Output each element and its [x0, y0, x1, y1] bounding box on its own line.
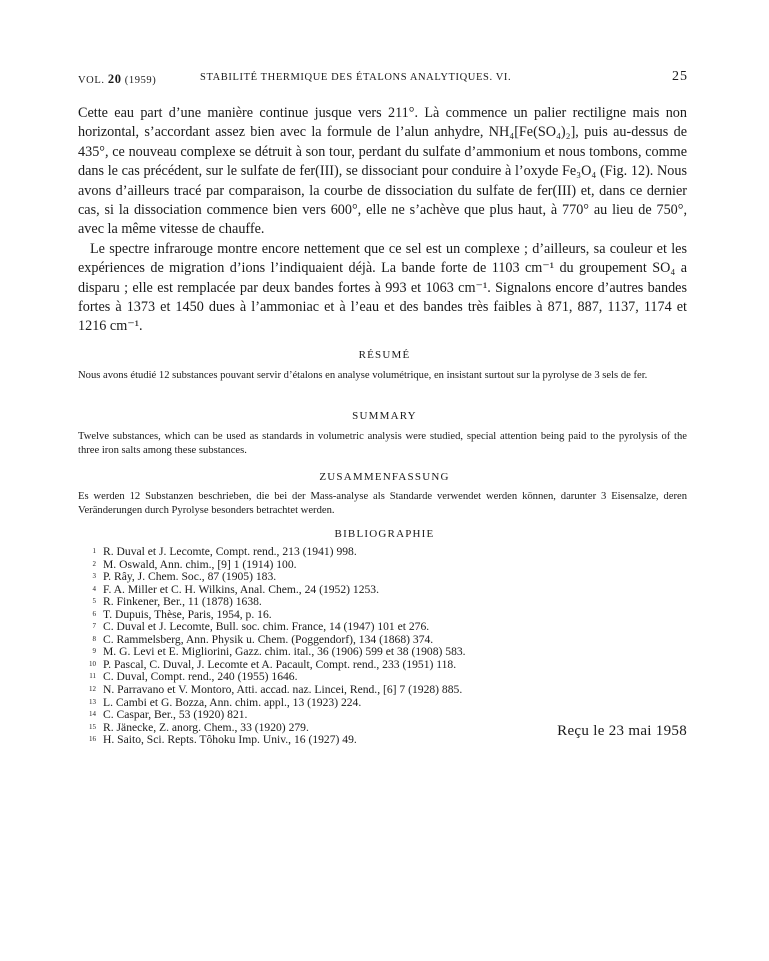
- resume-heading: RÉSUMÉ: [358, 349, 411, 361]
- paragraph-1: Cette eau part d’une manière continue jusque vers 211°. Là commence un palier rectiligne mais non horizontal, s’accordant assez bien avec la formule de l’alun anhydre, NH₄[Fe(SO₄)₂], puis au-dessus de 435°, ce nouveau complexe se détruit à son tour, perdant du sulfate d’ammonium et nous tombons, comme dans le cas précédent, sur le sulfate de fer(III), se dissociant pour conduire à l’oxyde Fe₃O₄ (Fig. 12). Nous avons d’ailleurs tracé par comparaison, la courbe de dissociation du sulfate de fer(III) et, dans ce dernier cas, si la dissociation commence bien vers 600°, elle ne s’achève que plus haut, à 770° au lieu de 750°, avec la même vitesse de chauffe.: [78, 105, 687, 238]
- reference-text: R. Jänecke, Z. anorg. Chem., 33 (1920) 279.: [103, 720, 309, 734]
- reference-text: P. Pascal, C. Duval, J. Lecomte et A. Pacault, Compt. rend., 233 (1951) 118.: [103, 657, 457, 671]
- reference-text: C. Duval et J. Lecomte, Bull. soc. chim. France, 14 (1947) 101 et 276.: [103, 620, 430, 634]
- reference-text: C. Rammelsberg, Ann. Physik u. Chem. (Poggendorf), 134 (1868) 374.: [103, 632, 434, 646]
- summary-text: Twelve substances, which can be used as standards in volumetric analysis were studied, special attention being paid to the pyrolysis of the three iron salts among these substances.: [78, 431, 687, 456]
- reference-text: T. Dupuis, Thèse, Paris, 1954, p. 16.: [103, 607, 272, 621]
- reference-number: 14: [89, 710, 96, 719]
- reference-text: R. Finkener, Ber., 11 (1878) 1638.: [103, 595, 262, 609]
- reference-item: [78, 621, 698, 634]
- bibliography-heading: BIBLIOGRAPHIE: [334, 528, 435, 540]
- summary-heading: SUMMARY: [352, 410, 417, 422]
- received-date: Reçu le 23 mai 1958: [557, 723, 687, 739]
- reference-text: F. A. Miller et C. H. Wilkins, Anal. Chem., 24 (1952) 1253.: [103, 582, 379, 596]
- volume-year: (1959): [124, 75, 157, 86]
- running-head: [78, 69, 688, 88]
- reference-item: [78, 571, 698, 584]
- page-number: 25: [672, 69, 688, 84]
- reference-number: 5: [92, 597, 96, 606]
- reference-number: 8: [92, 634, 96, 643]
- body-text: [78, 104, 687, 337]
- reference-number: 4: [92, 584, 96, 593]
- reference-number: 16: [89, 735, 96, 744]
- reference-text: P. Rây, J. Chem. Soc., 87 (1905) 183.: [103, 570, 277, 584]
- reference-item: [78, 596, 698, 609]
- reference-number: 10: [89, 659, 96, 668]
- reference-item: [78, 546, 698, 559]
- resume-text: Nous avons étudié 12 substances pouvant servir d’étalons en analyse volumétrique, en insistant surtout sur la pyrolyse de 3 sels de fer.: [78, 370, 648, 381]
- reference-text: R. Duval et J. Lecomte, Compt. rend., 213 (1941) 998.: [103, 545, 357, 558]
- reference-number: 15: [89, 722, 96, 731]
- zusammenfassung-text: Es werden 12 Substanzen beschrieben, die bei der Mass-analyse als Standarde verwendet werden können, darunter 3 Eisensalze, deren Veränderungen durch Pyrolyse besonders betrachtet werden.: [78, 491, 687, 516]
- reference-item: [78, 684, 698, 697]
- reference-list: [78, 546, 698, 747]
- zusammenfassung-heading: ZUSAMMENFASSUNG: [319, 471, 450, 483]
- volume-label: VOL.: [78, 75, 105, 86]
- reference-text: M. Oswald, Ann. chim., [9] 1 (1914) 100.: [103, 557, 297, 571]
- reference-text: H. Saito, Sci. Repts. Tôhoku Imp. Univ., 16 (1927) 49.: [103, 733, 357, 747]
- reference-text: L. Cambi et G. Bozza, Ann. chim. appl., 13 (1923) 224.: [103, 695, 362, 709]
- reference-number: 13: [89, 697, 96, 706]
- volume-number: 20: [107, 72, 122, 86]
- reference-number: 1: [92, 547, 96, 555]
- reference-number: 2: [92, 559, 96, 568]
- reference-number: 7: [92, 622, 96, 631]
- paragraph-2: Le spectre infrarouge montre encore nettement que ce sel est un complexe ; d’ailleurs, sa couleur et les expériences de migration d’ions l’indiquaient déjà. La bande forte de 1103 cm⁻¹ du groupement SO₄ a disparu ; elle est remplacée par deux bandes fortes à 993 et 1063 cm⁻¹. Signalons encore d’autres bandes fortes à 1373 et 1450 dues à l’ammoniac et à l’eau et des bandes très faibles à 871, 887, 1137, 1174 et 1216 cm⁻¹.: [78, 240, 687, 335]
- reference-text: C. Caspar, Ber., 53 (1920) 821.: [103, 708, 248, 722]
- reference-number: 9: [92, 647, 96, 656]
- reference-text: N. Parravano et V. Montoro, Atti. accad. naz. Lincei, Rend., [6] 7 (1928) 885.: [103, 683, 463, 697]
- reference-number: 3: [92, 572, 96, 581]
- reference-text: C. Duval, Compt. rend., 240 (1955) 1646.: [103, 670, 298, 684]
- reference-number: 11: [89, 672, 96, 681]
- running-title: STABILITÉ THERMIQUE DES ÉTALONS ANALYTIQUES. VI.: [200, 72, 512, 83]
- reference-text: M. G. Levi et E. Migliorini, Gazz. chim. ital., 36 (1906) 599 et 38 (1908) 583.: [103, 645, 466, 659]
- reference-number: 12: [89, 685, 96, 694]
- reference-item: [78, 709, 698, 722]
- volume-info: [78, 72, 156, 87]
- reference-number: 6: [92, 609, 96, 618]
